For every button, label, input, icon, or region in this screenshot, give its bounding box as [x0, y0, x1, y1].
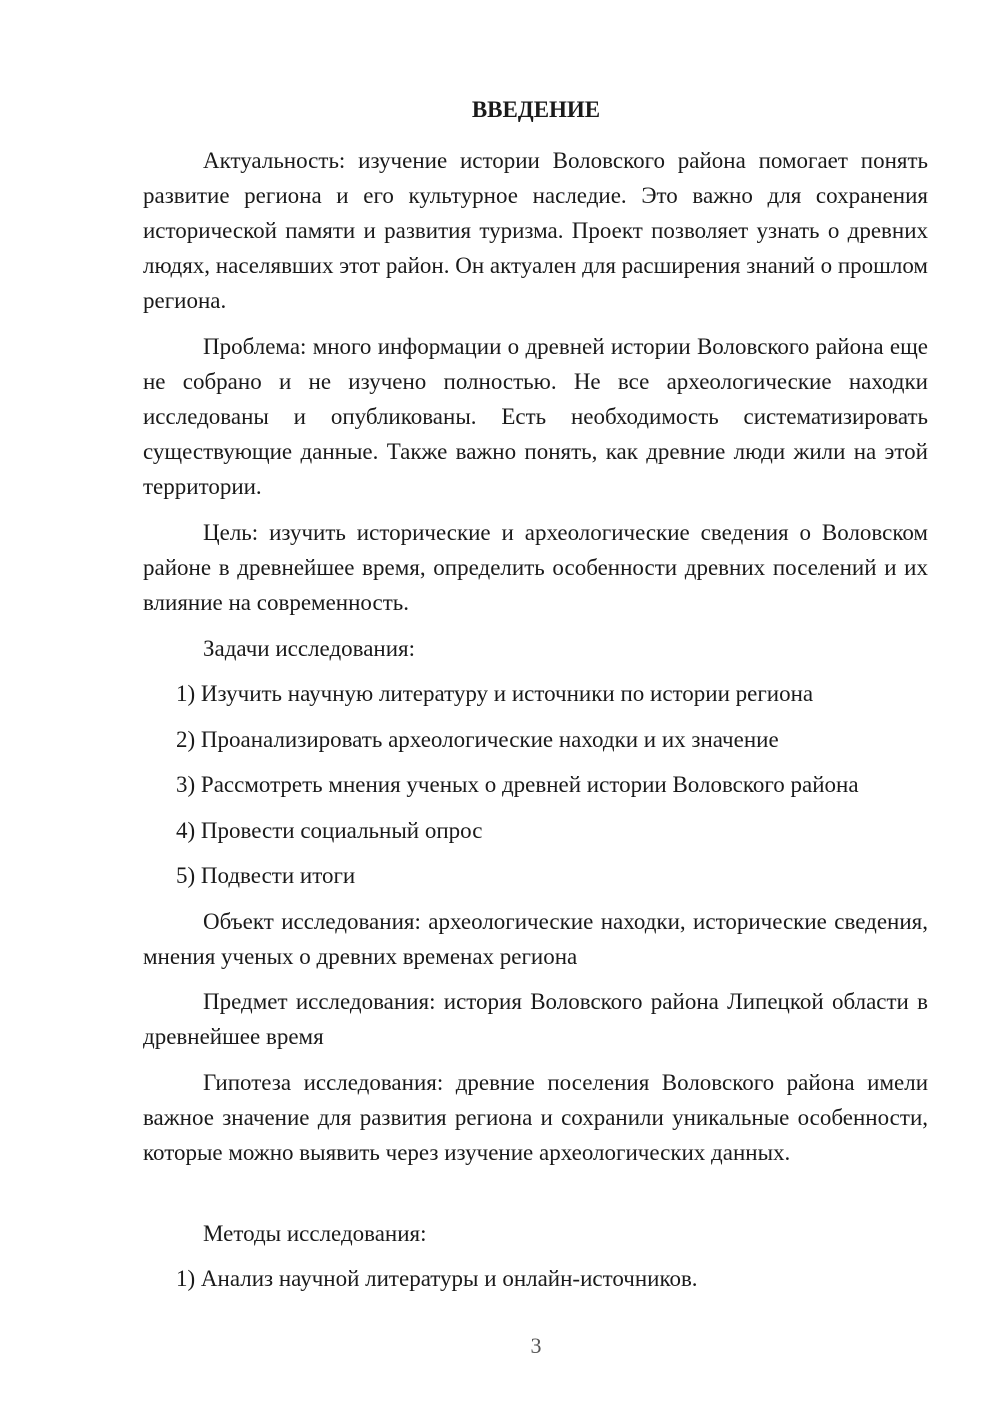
- hypothesis-paragraph: Гипотеза исследования: древние поселения Воловского района имели важное значение для развития региона и сохранили уникальные особенности, которые можно выявить через изучение археологических данных.: [143, 1070, 928, 1165]
- method-item: 1) Анализ научной литературы и онлайн-источников.: [176, 1266, 698, 1291]
- task-item: 1) Изучить научную литературу и источники по истории региона: [176, 681, 814, 706]
- methods-heading: Методы исследования:: [203, 1221, 427, 1246]
- object-paragraph: Объект исследования: археологические находки, исторические сведения, мнения ученых о древних временах региона: [143, 909, 928, 969]
- task-item: 3) Рассмотреть мнения ученых о древней истории Воловского района: [176, 772, 859, 797]
- page-number: 3: [530, 1333, 542, 1358]
- task-item: 4) Провести социальный опрос: [176, 818, 483, 843]
- task-item: 5) Подвести итоги: [176, 863, 356, 888]
- problem-paragraph: Проблема: много информации о древней истории Воловского района еще не собрано и не изучено полностью. Не все археологические находки исследованы и опубликованы. Есть необходимость систематизировать существующие данные. Также важно понять, как древние люди жили на этой территории.: [143, 334, 928, 499]
- goal-paragraph: Цель: изучить исторические и археологические сведения о Воловском районе в древнейшее время, определить особенности древних поселений и их влияние на современность.: [143, 520, 928, 615]
- page-title: ВВЕДЕНИЕ: [471, 97, 601, 122]
- task-item: 2) Проанализировать археологические находки и их значение: [176, 727, 779, 752]
- tasks-heading: Задачи исследования:: [203, 636, 416, 661]
- relevance-paragraph: Актуальность: изучение истории Воловского района помогает понять развитие региона и его культурное наследие. Это важно для сохранения исторической памяти и развития туризма. Проект позволяет узнать о древних людях, населявших этот район. Он актуален для расширения знаний о прошлом региона.: [143, 148, 928, 313]
- subject-paragraph: Предмет исследования: история Воловского района Липецкой области в древнейшее время: [143, 989, 928, 1049]
